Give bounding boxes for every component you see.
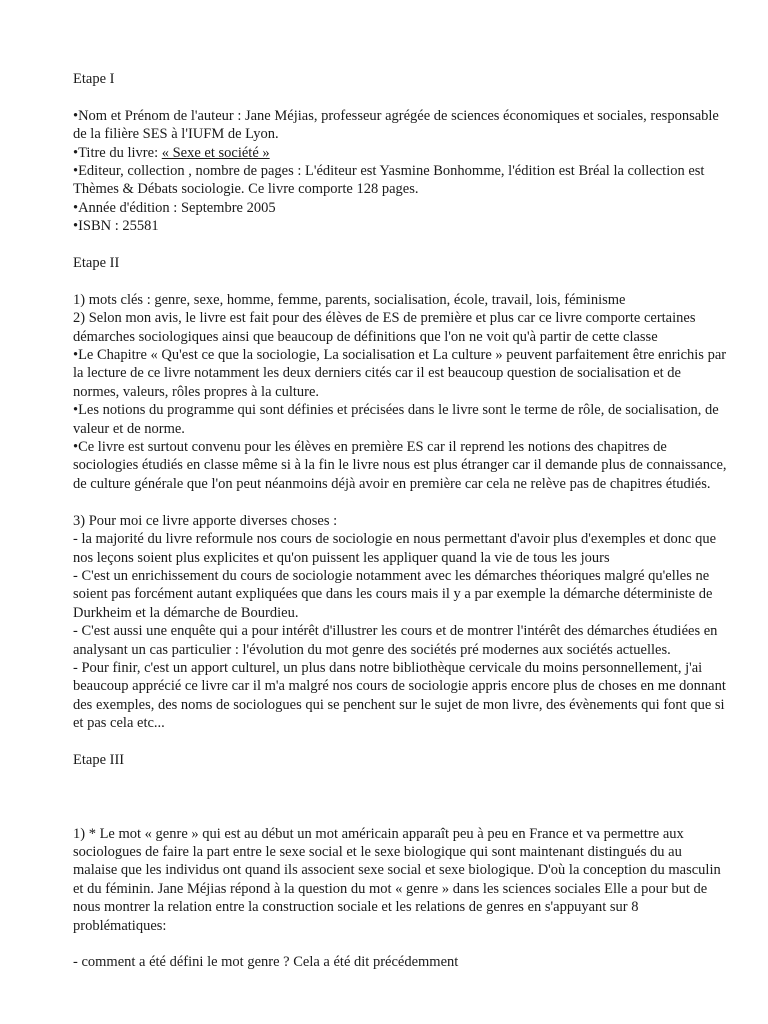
etape-2-block-a	[73, 291, 728, 493]
spacer	[73, 788, 728, 825]
contribution-item-1: - la majorité du livre reformule nos cours de sociologie en nous permettant d'avoir plus d'exemples et donc que nos leçons soient plus explicites et qu'on puissent les appliquer quand la vie de tous les jours	[73, 531, 717, 566]
section-title-etape-3: Etape III	[73, 751, 125, 768]
notions-paragraph: •Les notions du programme qui sont définies et précisées dans le livre sont le terme de rôle, de socialisation, de valeur et de norme.	[73, 402, 719, 437]
chapter-paragraph: •Le Chapitre « Qu'est ce que la sociologie, La socialisation et La culture » peuvent parfaitement être enrichis par la lecture de ce livre notamment les deux derniers cités car il est beaucoup question de socialisation et de normes, valeurs, rôles propres à la culture.	[73, 347, 727, 400]
contribution-item-4: - Pour finir, c'est un apport culturel, un plus dans notre bibliothèque cervicale du moins personnellement, j'ai beaucoup apprécié ce livre car il m'a malgré nos cours de sociologie appris encore plus de choses en me donnant des exemples, des noms de sociologues qui se penchent sur le sujet de mon livre, des évènements qui font que si et pas cela etc...	[73, 659, 726, 732]
book-title-link[interactable]: « Sexe et société »	[161, 144, 270, 161]
audience-paragraph: 2) Selon mon avis, le livre est fait pour des élèves de ES de première et plus car ce livre comporte certaines démarches sociologiques ainsi que beaucoup de définitions que l'on ne voit qu'à partir de cette classe	[73, 310, 696, 345]
author-line: •Nom et Prénom de l'auteur : Jane Méjias, professeur agrégée de sciences économiques et sociales, responsable de la filière SES à l'IUFM de Lyon.	[73, 107, 719, 143]
suitability-paragraph: •Ce livre est surtout convenu pour les élèves en première ES car il reprend les notions des chapitres de sociologies étudiés en classe même si à la fin le livre nous est plus étranger car il demande plus de connaissance, de culture générale que l'on peut néanmoins déjà avoir en première car cela ne relève pas de chapitres étudiés.	[73, 439, 727, 492]
contribution-item-3: - C'est aussi une enquête qui a pour intérêt d'illustrer les cours et de montrer l'intérêt des démarches étudiées en analysant un cas particulier : l'évolution du mot genre des sociétés pré modernes aux sociétés actuelles.	[73, 623, 718, 658]
contribution-intro: 3) Pour moi ce livre apporte diverses choses :	[73, 512, 338, 529]
publisher-line: •Editeur, collection , nombre de pages : L'éditeur est Yasmine Bonhomme, l'édition est Bréal la collection est Thèmes & Débats sociologie. Ce livre comporte 128 pages.	[73, 163, 705, 198]
isbn-line: •ISBN : 25581	[73, 218, 159, 235]
etape-3-block	[73, 825, 728, 935]
book-info-block	[73, 107, 728, 236]
section-title-etape-1: Etape I	[73, 71, 115, 87]
etape-2-block-b	[73, 512, 728, 733]
section-title-etape-2: Etape II	[73, 255, 120, 272]
question-line: - comment a été défini le mot genre ? Cela a été dit précédemment	[73, 954, 459, 971]
keywords-paragraph: 1) mots clés : genre, sexe, homme, femme, parents, socialisation, école, travail, lois, féminisme	[73, 291, 626, 308]
book-title-line	[73, 144, 728, 162]
book-title-label: •Titre du livre:	[73, 144, 162, 161]
contribution-item-2: - C'est un enrichissement du cours de sociologie notamment avec les démarches théoriques malgré qu'elles ne soient pas forcément autant expliquées que dans les cours mais il y a par exemple la démarche déterministe de Durkheim et la démarche de Bourdieu.	[73, 567, 713, 621]
genre-paragraph: 1) * Le mot « genre » qui est au début un mot américain apparaît peu à peu en France et va permettre aux sociologues de faire la part entre le sexe social et le sexe biologique qui sont maintenant distingués du au malaise que les individus ont quand ils associent sexe social et sexe biologique. D'où la conception du masculin et du féminin. Jane Méjias répond à la question du mot « genre » dans les sciences sociales Elle a pour but de nous montrer la relation entre la construction sociale et les relations de genres en s'appuyant sur 8 problématiques:	[73, 825, 721, 934]
year-line: •Année d'édition : Septembre 2005	[73, 199, 276, 216]
